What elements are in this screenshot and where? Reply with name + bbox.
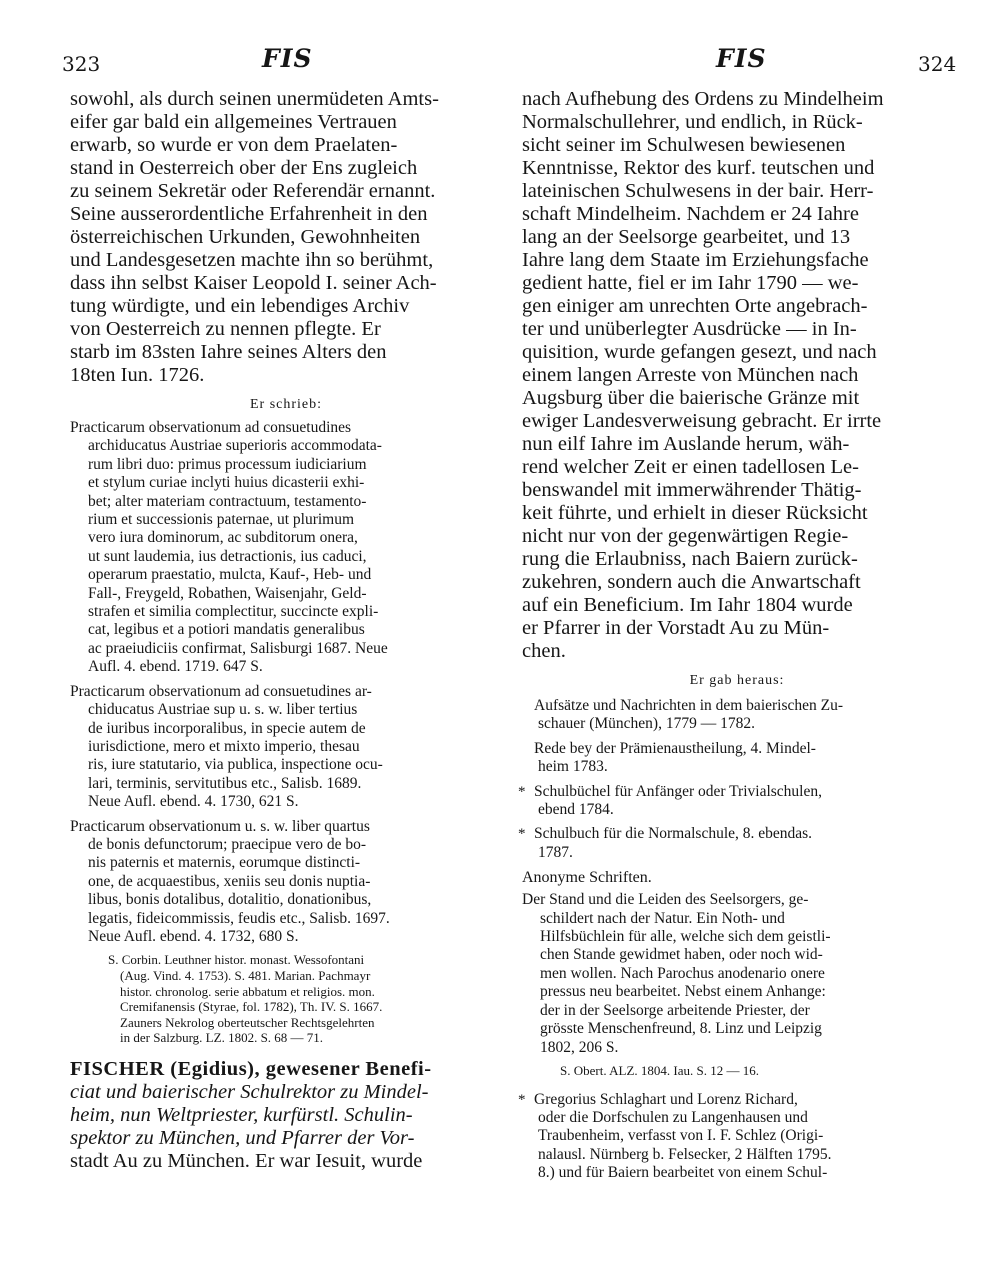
entry-line: ac praeiudiciis confirmat, Salisburgi 1687. Neue: [88, 639, 388, 657]
entry-line: ris, iure statutario, via publica, inspectione ocu-: [88, 756, 383, 774]
entry-line: libus, bonis dotalibus, dotalitio, donationibus,: [88, 891, 372, 909]
source-line: S. Obert. ALZ. 1804. Iau. S. 12 — 16.: [560, 1062, 759, 1078]
source-line: S. Corbin. Leuthner histor. monast. Wessofontani: [108, 952, 365, 968]
entry-line: archiducatus Austriae superioris accommodata-: [88, 437, 382, 455]
source-line: histor. chronolog. seriе abbatum et religios. mon.: [120, 983, 375, 999]
text-line: Augsburg über die baierische Gränze mit: [522, 387, 860, 409]
entry-line: Fall-, Freygeld, Robathen, Waisenjahr, Geld-: [88, 584, 367, 602]
text-line: von Oesterreich zu nennen pflegte. Er: [70, 318, 381, 340]
text-line: starb im 83sten Iahre seines Alters den: [70, 341, 387, 363]
entry-line: Schulbuch für die Normalschule, 8. ebendas.: [534, 825, 813, 843]
publication-entry: [518, 1090, 952, 1183]
text-line: benswandel mit immerwährender Thätig-: [522, 479, 862, 501]
text-line: Seine ausserordentliche Erfahrenheit in den: [70, 203, 428, 225]
entry-line: de iuribus incorporalibus, in specie autem de: [88, 719, 366, 737]
entry-line: chen Stande gewidmet haben, oder noch wid-: [540, 946, 823, 964]
right-page-number: 324: [918, 52, 957, 76]
entry-line: ebend 1784.: [538, 801, 614, 819]
entry-line: oder die Dorfschulen zu Langenhausen und: [538, 1108, 808, 1126]
text-line: 18ten Iun. 1726.: [70, 364, 205, 386]
text-line: nach Aufhebung des Ordens zu Mindelheim: [522, 88, 884, 110]
entry-line: chiducatus Austriae sup u. s. w. liber tertius: [88, 701, 358, 719]
entry-line: lari, terminis, servitutibus etc., Salisb. 1689.: [88, 774, 362, 792]
text-line: eifer gar bald ein allgemeines Vertrauen: [70, 111, 397, 133]
text-line: ewiger Landesverweisung gebracht. Er irrte: [522, 410, 882, 432]
text-line: erwarb, so wurde er von dem Praelaten-: [70, 134, 398, 156]
entry-line: Aufl. 4. ebend. 1719. 647 S.: [88, 658, 263, 676]
entry-line: spektor zu München, und Pfarrer der Vor-: [70, 1126, 415, 1149]
entry-line: FISCHER (Egidius), gewesener Benefi-: [70, 1057, 432, 1080]
text-line: dass ihn selbst Kaiser Leopold I. seiner Ach-: [70, 272, 437, 294]
left-page-number: 323: [62, 52, 101, 76]
entry-line: 1787.: [538, 843, 573, 861]
entry-line: de bonis defunctorum; praecipue vero de bo-: [88, 835, 367, 853]
text-line: quisition, wurde gefangen gesezt, und nach: [522, 341, 877, 363]
text-line: schaft Mindelheim. Nachdem er 24 Iahre: [522, 203, 859, 225]
text-line: einem langen Arreste von München nach: [522, 364, 859, 386]
entry-line: Neue Aufl. ebend. 4. 1730, 621 S.: [88, 793, 299, 811]
anonymous-work-entry: [522, 891, 952, 1057]
entry-line: bet; alter materiam contractuum, testamento-: [88, 492, 367, 510]
entry-line: Hilfsbüchlein für alle, welche sich dem geistli-: [540, 928, 831, 946]
text-line: Iahre lang dem Staate im Erziehungsfache: [522, 249, 869, 271]
entry-line: Practicarum observationum u. s. w. liber quartus: [70, 817, 370, 835]
entry-line: Rede bey der Prämienaustheilung, 4. Mindel-: [534, 739, 816, 757]
entry-line: schildert nach der Natur. Ein Noth- und: [540, 909, 785, 927]
source-line: Cremifanensis (Styrae, fol. 1782), Th. IV. S. 1667.: [120, 999, 383, 1015]
text-line: ter und unüberlegter Ausdrücke — in In-: [522, 318, 857, 340]
entry-line: stadt Au zu München. Er war Iesuit, wurde: [70, 1149, 423, 1172]
publication-entry: [522, 697, 952, 734]
text-line: nun eilf Iahre im Auslande herum, wäh-: [522, 433, 850, 455]
entry-line: iurisdictione, mero et mixto imperio, thesau: [88, 737, 360, 755]
entry-line: pressus neu bearbeitet. Nebst einem Anhange:: [540, 983, 826, 1001]
source-line: Zauners Nekrolog oberteutscher Rechtsgelehrten: [120, 1014, 375, 1030]
works-caption: Er gab heraus:: [689, 673, 785, 688]
entry-line: operarum praestatio, mulcta, Kauf-, Heb- und: [88, 566, 372, 584]
entry-line: Neue Aufl. ebend. 4. 1732, 680 S.: [88, 927, 299, 945]
right-column: [518, 88, 952, 1189]
entry-line: Aufsätze und Nachrichten in dem baierischen Zu-: [534, 697, 844, 714]
entry-line: der in der Seelsorge arbeitende Priester, der: [540, 1001, 810, 1019]
asterisk-mark: *: [518, 783, 526, 800]
source-reference: [70, 952, 502, 1046]
work-entry: [70, 419, 502, 677]
text-line: Normalschullehrer, und endlich, in Rück-: [522, 111, 863, 133]
text-line: sowohl, als durch seinen unermüdeten Amts-: [70, 88, 439, 110]
right-intro-paragraph: [522, 88, 952, 663]
entry-line: one, de acquaestibus, xeniis seu donis nuptia-: [88, 872, 371, 890]
entry-line: vero iura dominorum, ac subditorum onera,: [88, 529, 358, 547]
asterisk-mark: *: [518, 1091, 526, 1108]
text-line: zu seinem Sekretär oder Referendär ernannt.: [70, 180, 436, 202]
text-line: rend welcher Zeit er einen tadellosen Le-: [522, 456, 859, 478]
text-line: auf ein Beneficium. Im Iahr 1804 wurde: [522, 594, 853, 616]
publication-entry: [518, 782, 952, 820]
source-reference: [522, 1063, 952, 1079]
publication-entry: [522, 740, 952, 777]
text-line: rung die Erlaubniss, nach Baiern zurück-: [522, 548, 858, 570]
entry-line: et stylum curiae inclyti huius dicasterii exhi-: [88, 474, 365, 492]
asterisk-mark: *: [518, 826, 526, 843]
entry-line: men wollen. Nach Parochus anodenario onere: [540, 964, 825, 982]
entry-line: grösste Menschenfreund, 8. Linz und Leipzig: [540, 1020, 822, 1038]
text-line: zukehren, sondern auch die Anwartschaft: [522, 571, 861, 593]
entry-line: 8.) und für Baiern bearbeitet von einem Schul-: [538, 1164, 828, 1182]
text-line: nicht nur von der gegenwärtigen Regie-: [522, 525, 849, 547]
entry-line: cat, legibus et a potiori mandatis generalibus: [88, 621, 365, 639]
text-line: chen.: [522, 640, 566, 662]
work-entry: [70, 818, 502, 947]
text-line: er Pfarrer in der Vorstadt Au zu Mün-: [522, 617, 830, 639]
left-intro-paragraph: [70, 88, 502, 387]
anonymous-writings-heading: [522, 868, 952, 887]
entry-line: heim 1783.: [538, 758, 608, 776]
entry-line: Schulbüchel für Anfänger oder Trivialschulen,: [534, 782, 822, 800]
entry-line: rium et successionis paternae, ut plurimum: [88, 511, 355, 529]
text-line: lang an der Seelsorge gearbeitet, und 13: [522, 226, 851, 248]
works-caption: Er schrieb:: [249, 397, 323, 412]
text-line: keit führte, und erhielt in dieser Rücksicht: [522, 502, 868, 524]
entry-line: rum libri duo: primus processum iudiciarium: [88, 455, 367, 473]
source-line: (Aug. Vind. 4. 1753). S. 481. Marian. Pachmayr: [120, 967, 371, 983]
text-line: gedient hatte, fiel er im Iahr 1790 — we-: [522, 272, 859, 294]
left-running-head: FIS: [262, 44, 313, 73]
entry-line: 1802, 206 S.: [540, 1038, 619, 1056]
text-line: tung würdigte, und ein lebendiges Archiv: [70, 295, 410, 317]
entry-line: ut sunt laudemia, ius detractionis, ius caduci,: [88, 547, 367, 565]
entry-line: schauer (München), 1779 — 1782.: [538, 715, 755, 733]
source-line: in der Salzburg. LZ. 1802. S. 68 — 71.: [120, 1030, 324, 1046]
page-header: [0, 40, 1000, 80]
entry-line: Traubenheim, verfasst von I. F. Schlez (Origi-: [538, 1127, 824, 1145]
work-entry: [70, 683, 502, 812]
right-running-head: FIS: [716, 44, 767, 73]
left-column: [70, 88, 502, 1173]
entry-line: nalausl. Nürnberg b. Felsecker, 2 Hälften 1795.: [538, 1145, 832, 1163]
entry-line: Gregorius Schlaghart und Lorenz Richard,: [534, 1090, 798, 1108]
entry-line: strafen et similia complectitur, succincte expli-: [88, 603, 379, 621]
text-line: gen einiger am unrechten Orte angebrach-: [522, 295, 868, 317]
entry-line: Der Stand und die Leiden des Seelsorgers, ge-: [522, 891, 809, 909]
fischer-entry: [70, 1058, 502, 1173]
entry-line: nis paternis et maternis, eorumque distincti-: [88, 854, 361, 872]
entry-line: legatis, fideicommissis, feudis etc., Salisb. 1697.: [88, 909, 390, 927]
entry-line: ciat und baierischer Schulrektor zu Mindel-: [70, 1080, 429, 1103]
text-line: Kenntnisse, Rektor des kurf. teutschen und: [522, 157, 875, 179]
entry-line: heim, nun Weltpriester, kurfürstl. Schulin-: [70, 1103, 413, 1126]
publication-entry: [518, 825, 952, 862]
text-line: stand in Oesterreich ober der Ens zugleich: [70, 157, 418, 179]
entry-line: Practicarum observationum ad consuetudines ar-: [70, 682, 372, 700]
text-line: österreichischen Urkunden, Gewohnheiten: [70, 226, 421, 248]
text-line: lateinischen Schulwesens in der bair. Herr-: [522, 180, 874, 202]
heading-line: Anonyme Schriften.: [522, 869, 652, 887]
text-line: und Landesgesetzen machte ihn so berühmt,: [70, 249, 434, 271]
entry-line: Practicarum observationum ad consuetudines: [70, 419, 352, 436]
text-line: sicht seiner im Schulwesen bewiesenen: [522, 134, 846, 156]
